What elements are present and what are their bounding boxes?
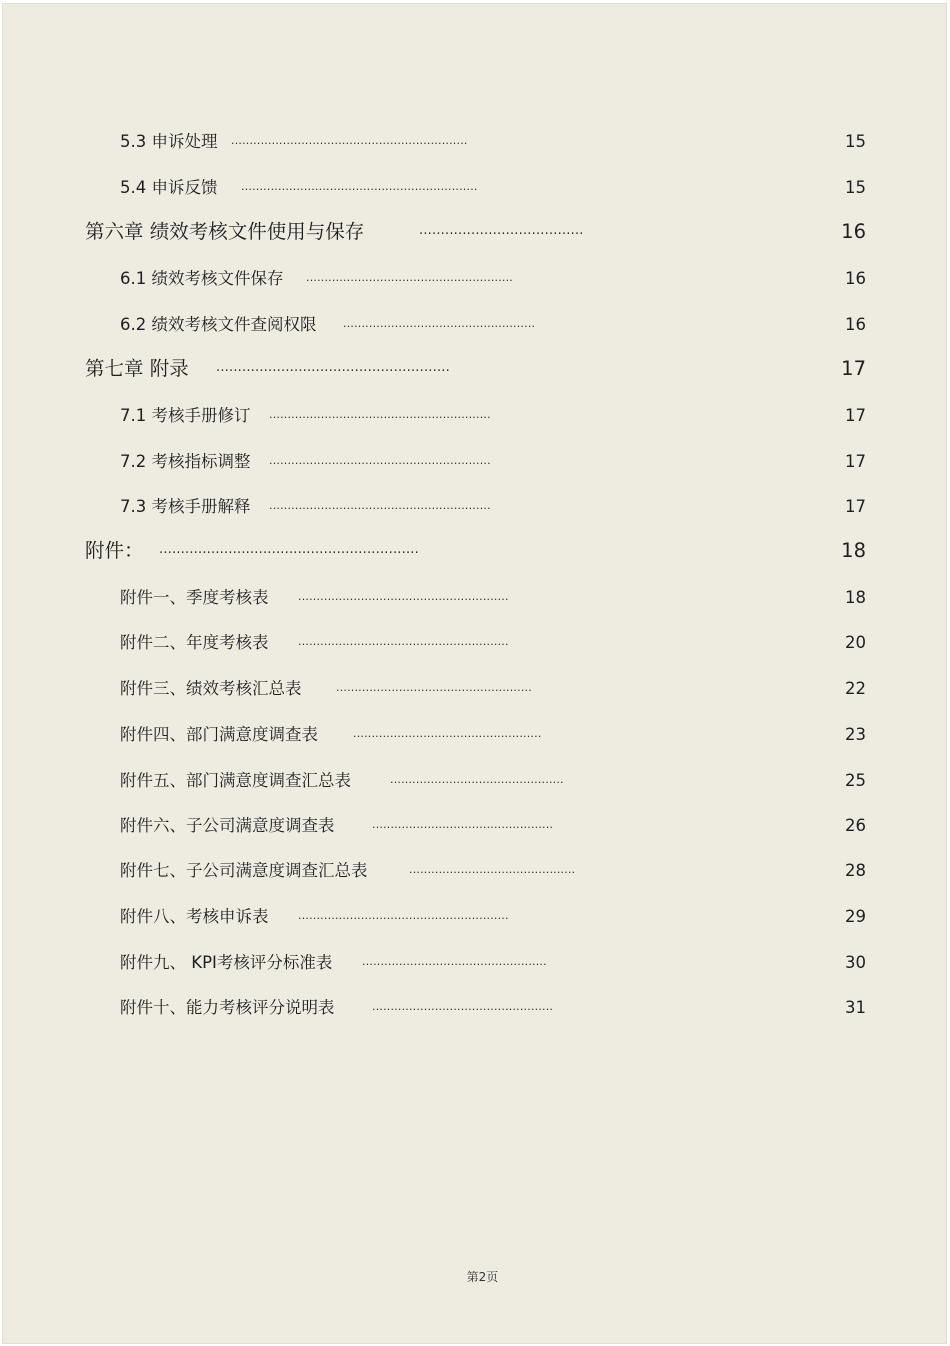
toc-leader: ...................................... xyxy=(419,223,584,238)
toc-entry-label: 6.2 绩效考核文件查阅权限 xyxy=(120,315,317,334)
toc-leader: ............................................................ xyxy=(269,454,491,467)
toc-entry-label: 7.3 考核手册解释 xyxy=(120,497,251,516)
toc-entry-label: 附件二、年度考核表 xyxy=(120,633,269,652)
toc-entry-label: 7.1 考核手册修订 xyxy=(120,406,251,425)
toc-entry-7-1[interactable] xyxy=(3,401,946,431)
toc-page-number: 18 xyxy=(841,539,866,562)
toc-entry-label: 附件八、考核申诉表 xyxy=(120,907,269,926)
toc-leader: ................................................................ xyxy=(231,134,468,147)
toc-page-number: 17 xyxy=(845,452,866,471)
toc-page-number: 30 xyxy=(845,953,866,972)
toc-entry-appendix-10[interactable] xyxy=(3,993,946,1023)
toc-entry-5-3[interactable] xyxy=(3,127,946,157)
toc-leader: ................................................. xyxy=(372,1000,554,1013)
toc-page-number: 20 xyxy=(845,633,866,652)
toc-chapter-label: 附件： xyxy=(85,539,144,562)
toc-entry-label: 附件五、部门满意度调查汇总表 xyxy=(120,771,351,790)
toc-entry-label: 附件一、季度考核表 xyxy=(120,588,269,607)
toc-leader: ............................................... xyxy=(390,773,564,786)
toc-leader: ............................................................ xyxy=(159,542,419,557)
toc-entry-label: 附件九、 KPI考核评分标准表 xyxy=(120,953,333,972)
toc-leader: ........................................................ xyxy=(306,271,514,284)
toc-entry-appendix-2[interactable] xyxy=(3,628,946,658)
toc-entry-6-2[interactable] xyxy=(3,310,946,340)
toc-leader: ............................................. xyxy=(409,863,576,876)
toc-chapter-6[interactable] xyxy=(3,217,946,247)
toc-entry-5-4[interactable] xyxy=(3,173,946,203)
toc-leader: ................................................... xyxy=(353,727,542,740)
page-number-label: 第2页 xyxy=(466,1270,499,1284)
toc-chapter-appendix[interactable] xyxy=(3,536,946,566)
toc-entry-appendix-1[interactable] xyxy=(3,583,946,613)
toc-leader: ...................................................... xyxy=(216,360,450,375)
toc-page-number: 16 xyxy=(845,269,866,288)
toc-entry-label: 5.4 申诉反馈 xyxy=(120,178,218,197)
toc-entry-label: 附件七、子公司满意度调查汇总表 xyxy=(120,861,368,880)
toc-entry-appendix-3[interactable] xyxy=(3,674,946,704)
toc-entry-appendix-6[interactable] xyxy=(3,811,946,841)
toc-chapter-label: 第六章 绩效考核文件使用与保存 xyxy=(85,220,365,243)
toc-entry-appendix-9[interactable] xyxy=(3,948,946,978)
toc-leader: ............................................................ xyxy=(269,408,491,421)
toc-leader: ................................................................ xyxy=(241,180,478,193)
toc-page-number: 15 xyxy=(845,178,866,197)
toc-page-number: 17 xyxy=(841,357,866,380)
toc-page-number: 31 xyxy=(845,998,866,1017)
toc-entry-label: 附件十、能力考核评分说明表 xyxy=(120,998,335,1017)
toc-entry-label: 6.1 绩效考核文件保存 xyxy=(120,269,284,288)
toc-entry-label: 附件三、绩效考核汇总表 xyxy=(120,679,302,698)
toc-entry-label: 7.2 考核指标调整 xyxy=(120,452,251,471)
toc-entry-appendix-5[interactable] xyxy=(3,766,946,796)
toc-page-number: 22 xyxy=(845,679,866,698)
toc-entry-6-1[interactable] xyxy=(3,264,946,294)
toc-entry-label: 附件六、子公司满意度调查表 xyxy=(120,816,335,835)
toc-entry-7-3[interactable] xyxy=(3,492,946,522)
toc-entry-appendix-7[interactable] xyxy=(3,856,946,886)
toc-page-number: 29 xyxy=(845,907,866,926)
toc-leader: .................................................. xyxy=(362,955,547,968)
page-footer xyxy=(3,1268,950,1285)
toc-leader: ............................................................ xyxy=(269,499,491,512)
toc-page-number: 18 xyxy=(845,588,866,607)
toc-page-number: 17 xyxy=(845,497,866,516)
toc-page-number: 16 xyxy=(841,220,866,243)
toc-page-number: 16 xyxy=(845,315,866,334)
toc-leader: ................................................. xyxy=(372,818,554,831)
toc-leader: ..................................................... xyxy=(336,681,532,694)
toc-leader: ......................................................... xyxy=(298,635,509,648)
toc-leader: ......................................................... xyxy=(298,590,509,603)
toc-page-number: 23 xyxy=(845,725,866,744)
toc-page-number: 17 xyxy=(845,406,866,425)
toc-entry-label: 附件四、部门满意度调查表 xyxy=(120,725,318,744)
toc-page-number: 15 xyxy=(845,132,866,151)
document-page xyxy=(2,3,947,1344)
toc-entry-7-2[interactable] xyxy=(3,447,946,477)
toc-page-number: 26 xyxy=(845,816,866,835)
toc-chapter-7[interactable] xyxy=(3,354,946,384)
toc-chapter-label: 第七章 附录 xyxy=(85,357,189,380)
toc-leader: ......................................................... xyxy=(298,909,509,922)
toc-entry-appendix-8[interactable] xyxy=(3,902,946,932)
toc-page-number: 28 xyxy=(845,861,866,880)
toc-entry-appendix-4[interactable] xyxy=(3,720,946,750)
toc-entry-label: 5.3 申诉处理 xyxy=(120,132,218,151)
toc-page-number: 25 xyxy=(845,771,866,790)
toc-leader: .................................................... xyxy=(343,317,536,330)
